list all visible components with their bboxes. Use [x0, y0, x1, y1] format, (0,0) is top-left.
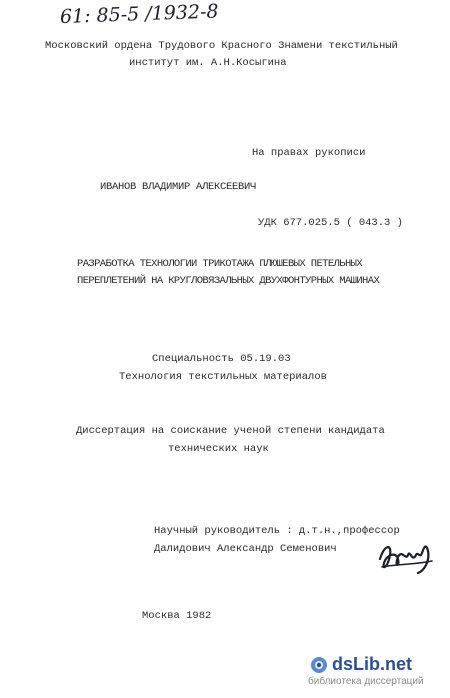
specialty-name: Технология текстильных материалов: [119, 371, 327, 383]
manuscript-rights: На правах рукописи: [252, 147, 366, 159]
watermark-title: dsLib.net: [332, 654, 412, 674]
dslib-logo-icon: [310, 656, 328, 674]
udc-code: УДК 677.025.5 ( 043.3 ): [258, 217, 403, 229]
city-year: Москва 1982: [142, 610, 212, 622]
title-line-2: ПЕРЕПЛЕТЕНИЙ НА КРУГЛОВЯЗАЛЬНЫХ ДВУХФОНТУРНЫХ МАШИНАХ: [77, 275, 380, 287]
specialty-code: Специальность 05.19.03: [152, 353, 291, 365]
title-line-1: РАЗРАБОТКА ТЕХНОЛОГИИ ТРИКОТАЖА ПЛЮШЕВЫХ ПЕТЕЛЬНЫХ: [77, 258, 363, 270]
supervisor-name: Далидович Александр Семенович: [154, 543, 337, 555]
institution-line-1: Московский ордена Трудового Красного Знамени текстильный: [45, 40, 398, 52]
handwritten-catalog-code: 61: 85-5 /1932-8: [59, 0, 219, 28]
dissertation-degree-line-2: технических наук: [168, 443, 269, 455]
handwritten-signature-icon: [376, 537, 436, 577]
watermark-subtitle: библиотека диссертаций: [308, 676, 424, 687]
dslib-watermark[interactable]: [308, 650, 440, 690]
author-name: ИВАНОВ ВЛАДИМИР АЛЕКСЕЕВИЧ: [100, 181, 257, 193]
dissertation-degree-line-1: Диссертация на соискание ученой степени кандидата: [76, 425, 385, 437]
supervisor-title: Научный руководитель : д.т.н.,профессор: [154, 525, 400, 537]
institution-line-2: институт им. А.Н.Косыгина: [129, 57, 287, 69]
